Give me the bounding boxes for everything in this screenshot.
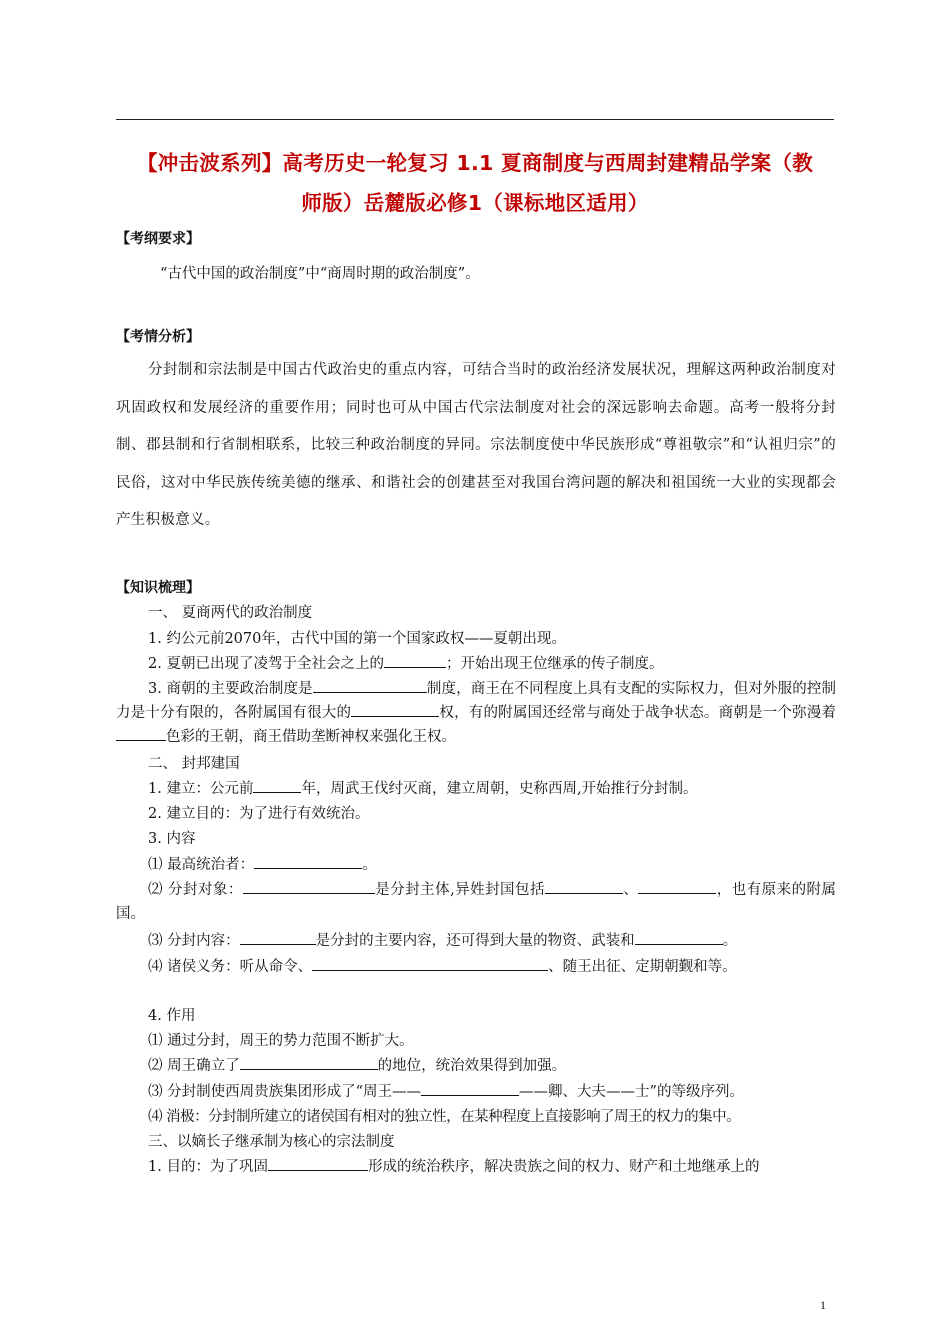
item-1-3-text-a: 3. 商朝的主要政治制度是 [148,681,313,697]
item-2-3-3-text-c: 。 [722,933,738,949]
fill-blank[interactable] [545,879,623,894]
item-1-3-text-c: 权，有的附属国还经常与商处于战争状态。商朝是一个弥漫着 [439,705,837,721]
item-2-3-4-text-b: 、随王出征、定期朝觐和等。 [548,959,737,975]
fill-blank[interactable] [421,1081,519,1096]
fill-blank[interactable] [254,854,362,869]
item-2-4-2-text-a: ⑵ 周王确立了 [148,1058,240,1074]
fill-blank[interactable] [312,956,548,971]
item-2-3-1-text-b: 。 [362,857,377,873]
title-line-1: 【冲击波系列】高考历史一轮复习 1.1 夏商制度与西周封建精品学案（教 [136,151,814,175]
item-2-3: 3. 内容 [148,831,196,847]
item-2-4-3 [148,1080,744,1104]
item-1-3-text-d: 色彩的王朝，商王借助垄断神权来强化王权。 [166,729,456,745]
item-2-4-3-text-a: ⑶ 分封制使西周贵族集团形成了“周王—— [148,1084,422,1100]
item-2-3-2-text-c: 、 [622,882,639,898]
item-2-1-text-a: 1. 建立：公元前 [148,781,254,797]
fill-blank[interactable] [638,879,716,894]
item-2-3-3-text-a: ⑶ 分封内容： [148,933,240,949]
item-2-3-2-text-d: ，也有原来的附属国。 [116,882,837,922]
page-number: 1 [820,1298,826,1312]
item-2-3-4-text-a: ⑷ 诸侯义务：听从命令、 [148,959,313,975]
item-2-3-1 [148,853,377,877]
item-2-4: 4. 作用 [148,1008,196,1024]
item-2-4-4: ⑷ 消极：分封制所建立的诸侯国有相对的独立性，在某种程度上直接影响了周王的权力的集中。 [148,1109,741,1125]
item-1-2-text-b: ；开始出现王位继承的传子制度。 [445,656,664,672]
item-2-4-3-text-b: ——卿、大夫——士”的等级序列。 [519,1084,744,1100]
item-2-3-4 [116,955,836,979]
item-1-3-text-b: 制度，商王在不同程度上具有支配的实际权力，但对外服的控制力是十分有限的，各附属国有很大的 [116,681,836,721]
section-heading-analysis: 【考情分析】 [116,329,200,345]
item-3-1-text-b: 形成的统治秩序，解决贵族之间的权力、财产和土地继承上的 [367,1159,760,1175]
fill-blank[interactable] [253,778,301,793]
item-2-1 [148,777,698,801]
item-1-2 [148,652,663,676]
item-3-1-text-a: 1. 目的：为了巩固 [148,1159,268,1175]
part1-title: 一、 夏商两代的政治制度 [148,605,313,621]
item-2-3-2 [116,878,836,926]
item-2-4-2 [148,1054,566,1078]
item-2-4-1: ⑴ 通过分封，周王的势力范围不断扩大。 [148,1033,414,1049]
item-2-2: 2. 建立目的：为了进行有效统治。 [148,806,370,822]
item-2-3-2-text-b: 是分封主体,异姓封国包括 [374,882,545,898]
title-line-2: 师版）岳麓版必修1（课标地区适用） [301,191,649,215]
fill-blank[interactable] [313,678,427,693]
header-rule [116,119,834,120]
requirements-text: “古代中国的政治制度”中“商周时期的政治制度”。 [160,266,480,282]
part3-title: 三、以嫡长子继承制为核心的宗法制度 [148,1134,395,1150]
item-1-1: 1. 约公元前2070年，古代中国的第一个国家政权——夏朝出现。 [148,631,566,647]
item-2-3-2-text-a: ⑵ 分封对象： [148,882,243,898]
section-heading-requirements: 【考纲要求】 [116,231,200,247]
fill-blank[interactable] [268,1156,368,1171]
item-3-1 [148,1155,759,1179]
item-1-3 [116,677,836,749]
part2-title: 二、 封邦建国 [148,756,240,772]
item-2-3-3 [148,929,737,953]
section-heading-knowledge: 【知识梳理】 [116,580,200,596]
item-2-3-3-text-b: 是分封的主要内容，还可得到大量的物资、武装和 [315,933,635,949]
document-title [110,143,840,223]
fill-blank[interactable] [243,879,375,894]
item-1-2-text-a: 2. 夏朝已出现了凌驾于全社会之上的 [148,656,384,672]
fill-blank[interactable] [240,1055,378,1070]
item-2-3-1-text-a: ⑴ 最高统治者： [148,857,255,873]
analysis-paragraph: 分封制和宗法制是中国古代政治史的重点内容，可结合当时的政治经济发展状况，理解这两种政治制度对巩固政权和发展经济的重要作用；同时也可从中国古代宗法制度对社会的深远影响去命题。高考一般将分封制、郡县制和行省制相联系，比较三种政治制度的异同。宗法制度使中华民族形成“尊祖敬宗”和“认祖归宗”的民俗，这对中华民族传统美德的继承、和谐社会的创建甚至对我国台湾问题的解决和祖国统一大业的实现都会产生积极意义。 [116,362,836,529]
fill-blank[interactable] [635,930,723,945]
fill-blank[interactable] [116,726,166,741]
item-2-1-text-b: 年，周武王伐纣灭商，建立周朝，史称西周,开始推行分封制。 [301,781,698,797]
fill-blank[interactable] [351,702,439,717]
fill-blank[interactable] [240,930,316,945]
item-2-4-2-text-b: 的地位，统治效果得到加强。 [377,1058,567,1074]
fill-blank[interactable] [384,653,446,668]
